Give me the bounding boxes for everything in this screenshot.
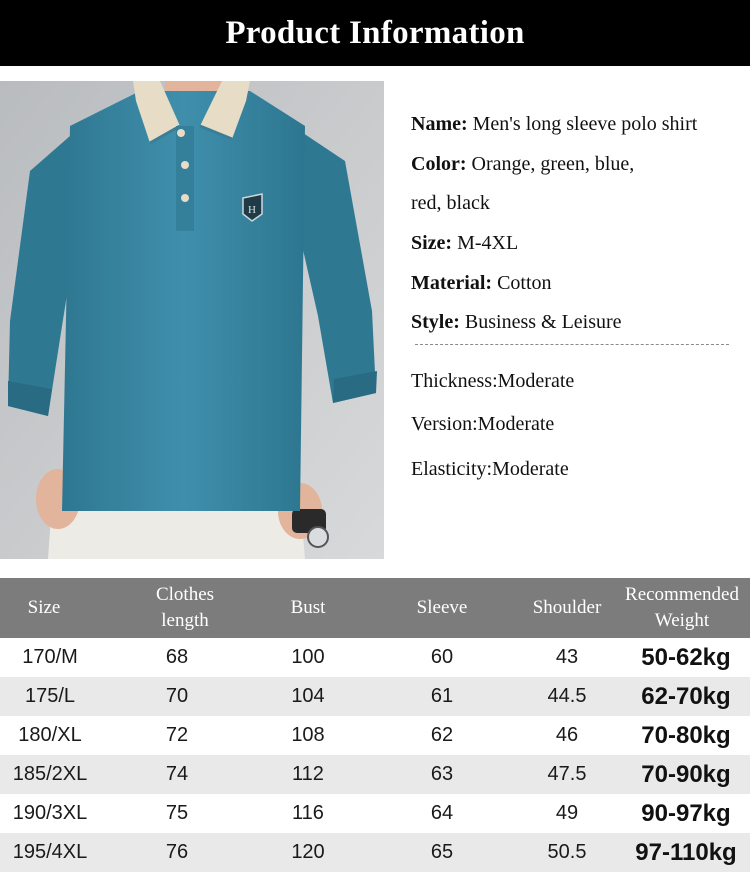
cell-sleeve: 63 — [430, 763, 454, 785]
elasticity-line: Elasticity:Moderate — [411, 458, 569, 480]
cell-weight: 70-80kg — [641, 721, 731, 749]
cell-bust: 116 — [292, 802, 324, 824]
thickness-line: Thickness:Moderate — [411, 370, 575, 392]
header-sleeve: Sleeve — [416, 597, 468, 618]
cell-bust: 108 — [291, 724, 325, 746]
cell-size: 185/2XL — [12, 763, 88, 785]
cell-length: 68 — [165, 646, 189, 668]
cell-size: 175/L — [24, 685, 76, 707]
cell-sleeve: 64 — [430, 802, 454, 824]
title-banner — [0, 0, 750, 66]
cell-size: 170/M — [22, 646, 78, 668]
cell-weight: 90-97kg — [641, 799, 731, 827]
header-bust: Bust — [290, 597, 326, 618]
color-value: Orange, green, blue, — [471, 153, 635, 175]
cell-shoulder: 43 — [555, 646, 579, 668]
table-header-row — [0, 578, 750, 638]
dashed-divider — [415, 344, 729, 345]
header-shoulder: Shoulder — [532, 597, 602, 618]
header-clothes-length — [118, 578, 252, 638]
cell-shoulder: 50.5 — [547, 841, 587, 863]
cell-length: 70 — [165, 685, 189, 707]
cell-size: 195/4XL — [12, 841, 88, 863]
svg-text:H: H — [248, 204, 256, 216]
size-label: Size: — [411, 232, 453, 254]
material-value: Cotton — [497, 272, 552, 294]
header-weight-line2: Weight — [654, 610, 710, 631]
cell-bust: 120 — [291, 841, 325, 863]
cell-sleeve: 62 — [430, 724, 454, 746]
header-clothes-length-line1: Clothes — [155, 584, 215, 605]
name-line — [411, 112, 697, 136]
cell-weight: 62-70kg — [641, 682, 731, 710]
cell-weight: 70-90kg — [641, 760, 731, 788]
cell-size: 180/XL — [18, 724, 82, 746]
cell-sleeve: 65 — [430, 841, 454, 863]
cell-bust: 100 — [291, 646, 325, 668]
product-photo — [0, 81, 384, 559]
size-chart-table — [0, 578, 750, 872]
material-line — [411, 271, 552, 295]
name-label: Name: — [411, 113, 468, 135]
version-line: Version:Moderate — [411, 413, 555, 435]
table-row — [0, 638, 750, 677]
color-label: Color: — [411, 153, 467, 175]
cell-bust: 112 — [292, 763, 324, 785]
cell-length: 72 — [165, 724, 189, 746]
style-value: Business & Leisure — [464, 311, 622, 333]
header-weight-line1: Recommended — [625, 584, 739, 605]
cell-sleeve: 61 — [430, 685, 454, 707]
table-row — [0, 755, 750, 794]
size-value: M-4XL — [457, 232, 519, 254]
cell-size: 190/3XL — [12, 802, 88, 824]
color-value-continued: red, black — [411, 192, 490, 214]
cell-length: 76 — [165, 841, 189, 863]
style-line — [411, 310, 622, 334]
cell-shoulder: 49 — [555, 802, 579, 824]
cell-weight: 97-110kg — [635, 838, 737, 866]
name-value: Men's long sleeve polo shirt — [472, 113, 698, 135]
cell-shoulder: 44.5 — [547, 685, 587, 707]
header-size: Size — [27, 597, 61, 618]
cell-bust: 104 — [291, 685, 325, 707]
material-label: Material: — [411, 272, 493, 294]
table-row — [0, 716, 750, 755]
header-clothes-length-line2: length — [161, 610, 209, 631]
cell-shoulder: 47.5 — [547, 763, 587, 785]
header-recommended-weight — [614, 578, 750, 638]
table-row — [0, 833, 750, 872]
color-line-continued — [411, 191, 490, 215]
size-line — [411, 231, 518, 255]
page-title: Product Information — [225, 14, 525, 51]
style-label: Style: — [411, 311, 460, 333]
color-line — [411, 152, 634, 176]
cell-length: 75 — [165, 802, 189, 824]
cell-weight: 50-62kg — [641, 643, 731, 671]
cell-sleeve: 60 — [430, 646, 454, 668]
cell-shoulder: 46 — [555, 724, 579, 746]
table-row — [0, 677, 750, 716]
table-body — [0, 638, 750, 872]
cell-length: 74 — [165, 763, 189, 785]
table-row — [0, 794, 750, 833]
